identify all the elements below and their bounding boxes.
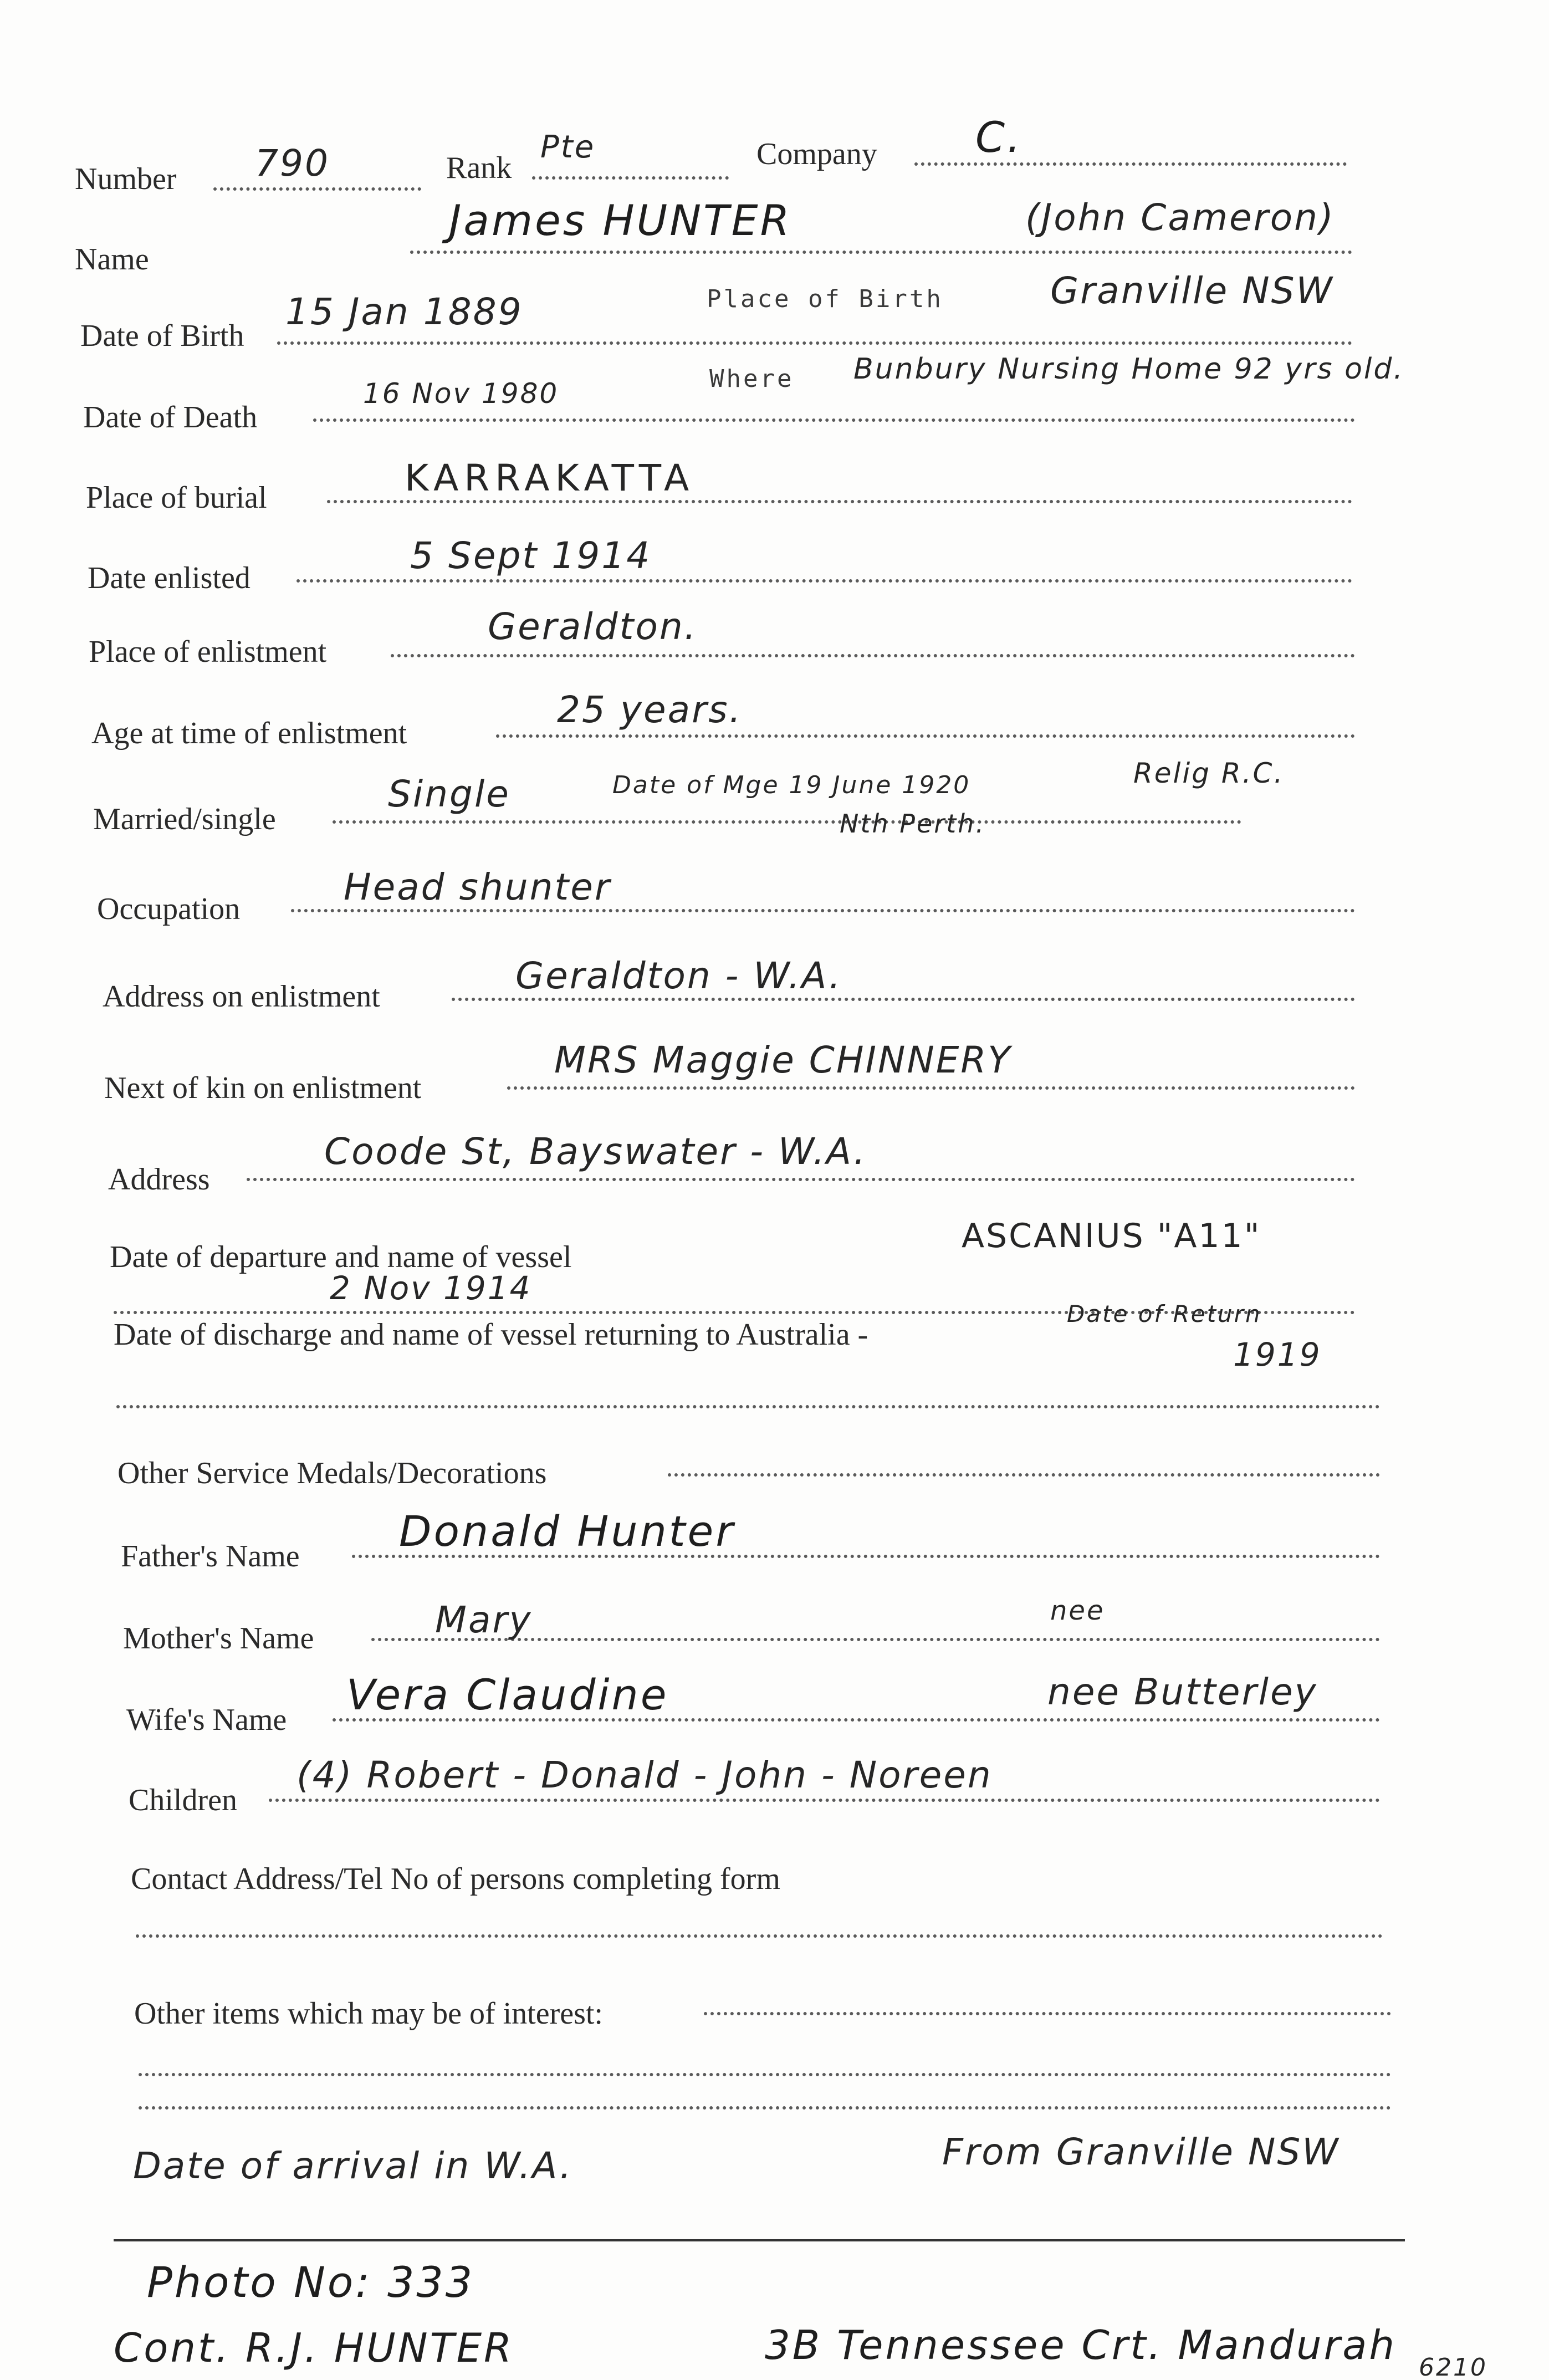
relig-value: Relig R.C. [1133, 757, 1285, 789]
departure-label: Date of departure and name of vessel [110, 1240, 572, 1274]
number-line [213, 187, 421, 191]
married-value: Single [388, 773, 510, 815]
rank-value: Pte [540, 129, 596, 165]
where-value: Bunbury Nursing Home 92 yrs old. [853, 353, 1404, 386]
name-line [410, 251, 1352, 254]
company-label: Company [756, 137, 877, 171]
mother-value: Mary [435, 1598, 533, 1641]
photo-note: Photo No: 333 [147, 2258, 475, 2307]
discharge-label: Date of discharge and name of vessel returning to Australia - [114, 1317, 868, 1352]
children-value: (4) Robert - Donald - John - Noreen [296, 1754, 993, 1796]
children-line [269, 1799, 1380, 1802]
other-line-2 [139, 2073, 1391, 2076]
other-label: Other items which may be of interest: [134, 1996, 603, 2031]
marriage-place-value: Nth Perth. [840, 809, 985, 839]
contact-label: Contact Address/Tel No of persons completing form [131, 1862, 780, 1896]
dob-line [277, 341, 1352, 345]
medals-label: Other Service Medals/Decorations [117, 1456, 547, 1490]
address-enlist-value: Geraldton - W.A. [515, 954, 842, 997]
occupation-line [291, 909, 1355, 912]
name-label: Name [75, 242, 149, 277]
enlisted-line [296, 579, 1352, 583]
burial-line [327, 500, 1352, 503]
age-label: Age at time of enlistment [91, 716, 407, 750]
discharge-line [116, 1405, 1380, 1408]
company-line [914, 162, 1347, 166]
enlist-place-label: Place of enlistment [89, 635, 327, 669]
medals-line [668, 1473, 1380, 1477]
dob-value: 15 Jan 1889 [285, 290, 523, 333]
enlisted-label: Date enlisted [88, 561, 251, 595]
wife-label: Wife's Name [126, 1703, 287, 1737]
return-label-value: Date of Return [1067, 1300, 1262, 1327]
other-line-3 [139, 2106, 1391, 2110]
occupation-value: Head shunter [344, 866, 612, 908]
nok-value: MRS Maggie CHINNERY [554, 1039, 1012, 1081]
mother-label: Mother's Name [123, 1621, 314, 1656]
enlist-place-value: Geraldton. [488, 605, 698, 648]
number-value: 790 [255, 142, 330, 185]
occupation-label: Occupation [97, 892, 241, 926]
enlist-place-line [391, 654, 1355, 657]
married-label: Married/single [93, 802, 276, 836]
postcode-note: 6210 [1419, 2353, 1487, 2380]
father-label: Father's Name [121, 1539, 300, 1574]
father-value: Donald Hunter [399, 1506, 735, 1556]
company-value: C. [975, 113, 1023, 162]
pob-value: Granville NSW [1050, 269, 1334, 312]
contact-line [136, 1934, 1383, 1938]
dod-line [313, 418, 1355, 422]
contact-name-note: Cont. R.J. HUNTER [114, 2325, 514, 2371]
burial-value: KARRAKATTA [405, 457, 695, 499]
address-enlist-label: Address on enlistment [103, 979, 380, 1014]
address-value: Coode St, Bayswater - W.A. [324, 1130, 867, 1173]
dod-value: 16 Nov 1980 [363, 377, 559, 410]
name-alias: (John Cameron) [1025, 196, 1335, 239]
nok-label: Next of kin on enlistment [104, 1071, 422, 1105]
return-year-value: 1919 [1233, 1336, 1322, 1373]
children-label: Children [129, 1783, 237, 1817]
dob-label: Date of Birth [80, 319, 244, 353]
wife-value: Vera Claudine [346, 1670, 669, 1719]
enlisted-value: 5 Sept 1914 [410, 534, 652, 577]
where-label: Where [709, 365, 794, 393]
marriage-date-value: Date of Mge 19 June 1920 [612, 771, 971, 799]
name-value: James HUNTER [449, 196, 792, 245]
departure-date-value: 2 Nov 1914 [330, 1269, 532, 1307]
dod-label: Date of Death [83, 400, 258, 435]
address-line [247, 1178, 1355, 1181]
contact-address-note: 3B Tennessee Crt. Mandurah [765, 2322, 1397, 2368]
address-label: Address [108, 1162, 210, 1197]
rank-line [532, 176, 729, 180]
nok-line [507, 1086, 1355, 1090]
arrival-note: Date of arrival in W.A. [133, 2144, 573, 2187]
mother-nee-value: nee [1050, 1595, 1105, 1626]
age-value: 25 years. [557, 688, 743, 731]
wife-nee-value: nee Butterley [1047, 1671, 1318, 1713]
married-line [333, 820, 1241, 824]
burial-label: Place of burial [86, 481, 267, 515]
number-label: Number [75, 162, 177, 196]
from-note: From Granville NSW [942, 2131, 1340, 2173]
rank-label: Rank [446, 151, 512, 185]
footer-rule [114, 2239, 1405, 2241]
pob-label: Place of Birth [707, 285, 943, 313]
departure-vessel-value: ASCANIUS "A11" [962, 1217, 1261, 1255]
age-line [496, 734, 1355, 738]
address-enlist-line [452, 998, 1355, 1001]
other-line-1 [704, 2012, 1391, 2015]
